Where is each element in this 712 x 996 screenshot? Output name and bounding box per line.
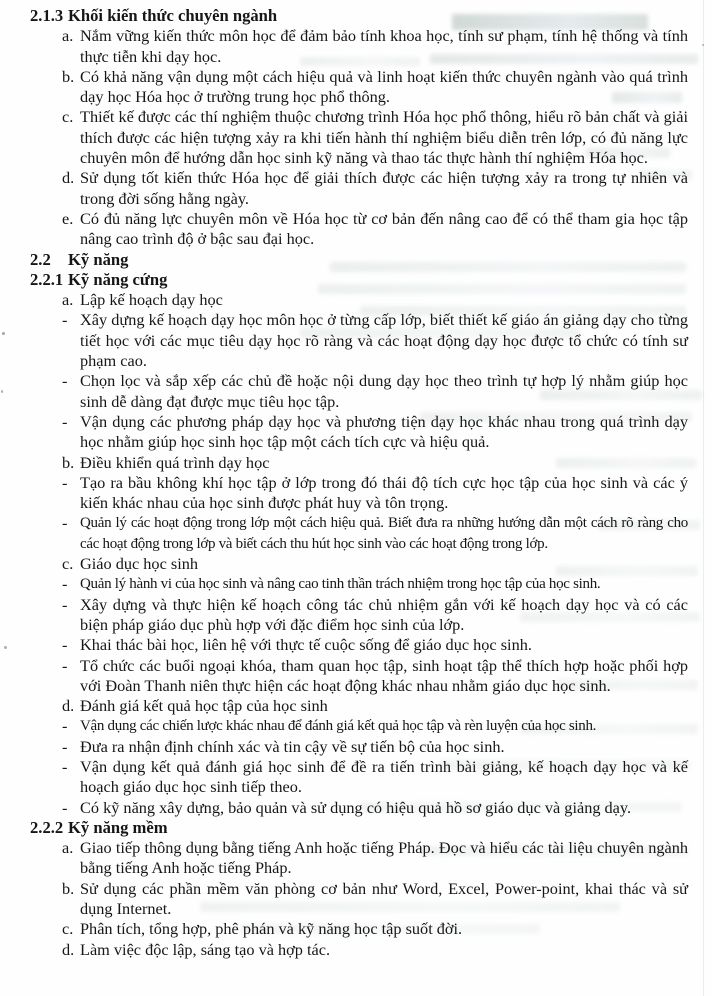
item-text: Tạo ra bầu không khí học tập ở lớp trong đó thái độ tích cực học tập của học sinh và các ý kiến khác nhau của học sinh được phát huy và tôn trọng. [80,472,688,513]
item-text: Quản lý các hoạt động trong lớp một cách hiệu quả. Biết đưa ra những hướng dẫn một cách rõ ràng cho các hoạt động trong lớp và biết cách thu hút học sinh vào các hoạt động trong lớp. [80,515,688,552]
item-text: Có đủ năng lực chuyên môn về Hóa học từ cơ bản đến nâng cao để có thể tham gia học tập nâng cao trình độ ở bậc sau đại học. [80,208,688,249]
list-item [30,798,688,818]
item-text: Sử dụng các phần mềm văn phòng cơ bản như Word, Excel, Power-point, khai thác và sử dụng Internet. [80,878,688,919]
list-item [30,67,688,108]
section-heading-hard-skills [30,270,688,290]
item-text: Lập kế hoạch dạy học [80,290,223,310]
item-text: Làm việc độc lập, sáng tạo và hợp tác. [80,939,331,959]
item-marker: a. [62,26,74,46]
item-marker: - [62,513,68,533]
heading-number: 2.2 [30,249,51,269]
item-marker: c. [62,107,74,127]
item-text: Giao tiếp thông dụng bằng tiếng Anh hoặc tiếng Pháp. Đọc và hiểu các tài liệu chuyên ngành bằng tiếng Anh hoặc tiếng Pháp. [80,838,688,878]
item-text: Có khả năng vận dụng một cách hiệu quả và linh hoạt kiến thức chuyên ngành vào quá trình dạy học Hóa học ở trường trung học phổ thông. [80,66,688,107]
list-item [30,473,688,514]
item-marker: d. [62,168,75,188]
item-marker: - [62,574,68,594]
heading-number: 2.2.1 [30,269,64,289]
list-item [30,453,688,473]
heading-title: Khối kiến thức chuyên ngành [68,6,278,25]
list-item [30,513,688,554]
item-text: Điều khiển quá trình dạy học [80,452,270,472]
item-text: Giáo dục học sinh [80,554,199,574]
list-item [30,757,688,798]
item-marker: a. [62,838,74,858]
item-text: Tổ chức các buổi ngoại khóa, tham quan học tập, sinh hoạt tập thể thích hợp hoặc phối hợp với Đoàn Thanh niên thực hiện các hoạt động khác nhau nhằm giáo dục học sinh. [80,655,688,695]
item-text: Khai thác bài học, liên hệ với thực tế cuộc sống để giáo dục học sinh. [80,635,532,655]
list-item [30,716,688,736]
list-item [30,310,688,371]
list-item [30,554,688,574]
item-marker: b. [62,878,75,898]
item-marker: c. [62,919,74,939]
heading-title: Kỹ năng [68,249,129,269]
list-item [30,919,688,939]
list-item [30,838,688,879]
item-marker: - [62,310,68,330]
list-item [30,635,688,655]
item-marker: - [62,736,68,756]
list-item [30,26,688,67]
item-text: Đưa ra nhận định chính xác và tin cậy về sự tiến bộ của học sinh. [80,736,505,756]
heading-title: Kỹ năng cứng [68,269,168,289]
item-marker: - [62,371,68,391]
list-item [30,574,688,594]
list-item [30,595,688,636]
item-marker: - [62,472,68,492]
list-item [30,737,688,757]
heading-number: 2.1.3 [30,6,64,25]
heading-number: 2.2.2 [30,817,64,837]
section-heading-soft-skills [30,818,688,838]
section-heading-knowledge-block [30,6,688,26]
item-marker: a. [62,290,74,310]
item-text: Vận dụng kết quả đánh giá học sinh để đề ra tiến trình bài giảng, kế hoạch dạy học và kế hoạch giáo dục học sinh tiếp theo. [80,756,688,797]
item-text: Xây dựng và thực hiện kế hoạch công tác chủ nhiệm gắn với kế hoạch dạy học và có các biện pháp giáo dục phù hợp với đặc điểm học sinh của lớp. [80,594,688,634]
item-text: Nắm vững kiến thức môn học để đảm bảo tính khoa học, tính sư phạm, tính hệ thống và tính thực tiễn khi dạy học. [80,26,688,66]
item-marker: b. [62,452,75,472]
list-item [30,209,688,250]
list-item [30,168,688,209]
item-marker: d. [62,696,75,716]
list-item [30,879,688,920]
section-heading-skills [30,250,688,270]
list-item [30,940,688,960]
list-item [30,656,688,697]
list-item [30,412,688,453]
list-item [30,107,688,168]
item-text: Có kỹ năng xây dựng, bảo quản và sử dụng có hiệu quả hồ sơ giáo dục và giảng dạy. [80,797,632,817]
item-text: Quản lý hành vi của học sinh và nâng cao tinh thần trách nhiệm trong học tập của học sinh. [80,576,601,593]
item-marker: - [62,716,68,736]
item-marker: - [62,594,68,614]
item-text: Sử dụng tốt kiến thức Hóa học để giải thích được các hiện tượng xảy ra trong tự nhiên và trong đời sống hằng ngày. [80,168,688,208]
item-text: Thiết kế được các thí nghiệm thuộc chương trình Hóa học phổ thông, hiểu rõ bản chất và giải thích được các hiện tượng xảy ra khi tiến hành thí nghiệm biểu diễn trên lớp, có đủ năng lực chuyên môn để hướng dẫn học sinh kỹ năng và thao tác thực hành thí nghiệm Hóa học. [80,107,688,168]
list-item [30,290,688,310]
item-marker: - [62,797,68,817]
item-marker: - [62,655,68,675]
list-item [30,371,688,412]
item-marker: d. [62,939,75,959]
item-text: Phân tích, tổng hợp, phê phán và kỹ năng học tập suốt đời. [80,919,463,939]
item-marker: e. [62,208,74,228]
list-item [30,696,688,716]
item-marker: - [62,756,68,776]
item-text: Đánh giá kết quả học tập của học sinh [80,696,328,716]
item-text: Vận dụng các phương pháp dạy học và phương tiện dạy học khác nhau trong quá trình dạy học nhằm giúp học sinh học tập một cách tích cực và hiệu quả. [80,411,688,452]
item-text: Xây dựng kế hoạch dạy học môn học ở từng cấp lớp, biết thiết kế giáo án giảng dạy cho từng tiết học với các mục tiêu dạy học rõ ràng và các hoạt động dạy học được tổ chức có tính sư phạm cao. [80,310,688,371]
item-text: Chọn lọc và sắp xếp các chủ đề hoặc nội dung dạy học theo trình tự hợp lý nhằm giúp học sinh dễ dàng đạt được mục tiêu học tập. [80,371,688,411]
item-text: Vận dụng các chiến lược khác nhau để đánh giá kết quả học tập và rèn luyện của học sinh. [80,718,597,735]
item-marker: - [62,635,68,655]
heading-title: Kỹ năng mềm [68,817,168,837]
item-marker: - [62,411,68,431]
item-marker: c. [62,554,74,574]
item-marker: b. [62,66,75,86]
